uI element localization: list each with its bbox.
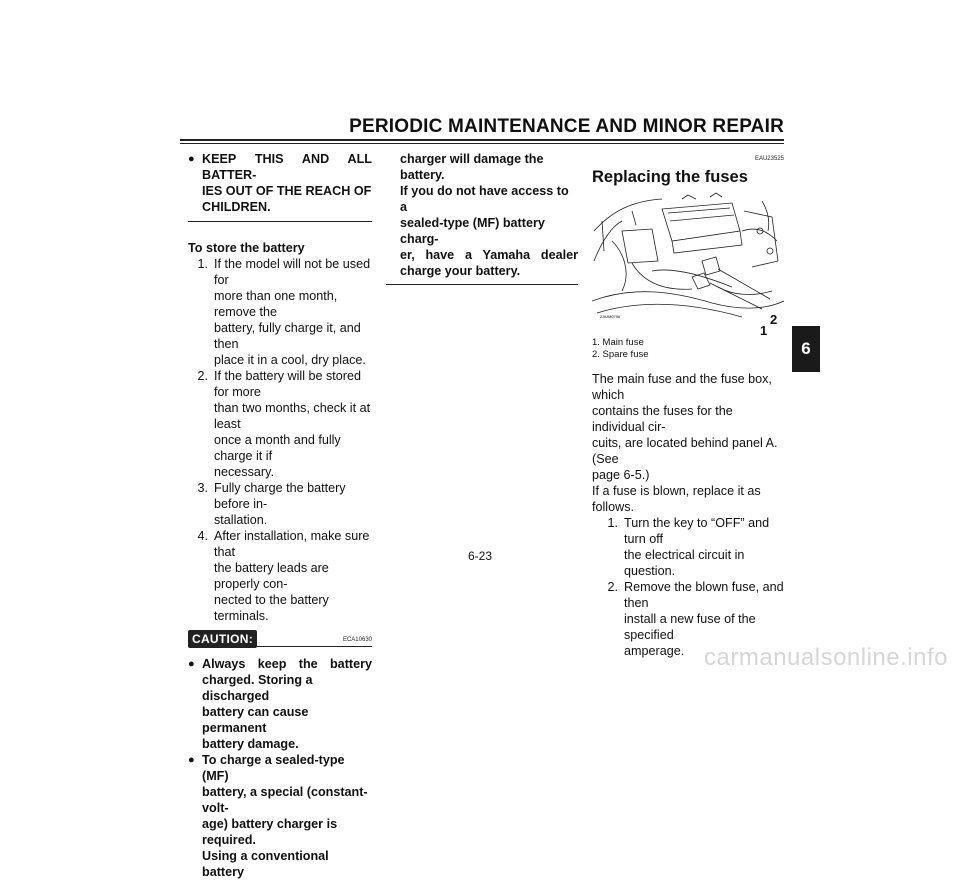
list-item: ● To charge a sealed-type (MF) battery, a special (constant-volt- age) battery charger is required. Using a conventional battery: [188, 753, 368, 879]
section-code: EAU23525: [754, 156, 784, 162]
callout-2: 2: [770, 312, 778, 327]
caution-bullets: [188, 656, 372, 880]
caution-continued: charger will damage the battery. If you do not have access to a sealed-type (MF) battery charg- er, have a Yamaha dealer charge your battery.: [400, 152, 578, 278]
column-left: [188, 151, 372, 880]
bullet-icon: ●: [188, 754, 195, 766]
figure-code: ZAUM0796: [600, 314, 621, 319]
caution-label: CAUTION:: [188, 630, 257, 648]
bullet-icon: ●: [188, 153, 195, 165]
store-heading: To store the battery: [188, 241, 305, 255]
list-item: 1. Turn the key to “OFF” and turn off the electrical circuit in question.: [607, 516, 770, 578]
chapter-side-tab: 6: [792, 326, 820, 372]
figure-captions: [592, 337, 784, 361]
warning-rule: [188, 221, 372, 222]
fuse-box-illustration: [592, 191, 784, 331]
caption-main-fuse: 1. Main fuse: [592, 337, 644, 348]
column-right: [592, 151, 784, 659]
list-item: 4. After installation, make sure that the battery leads are properly con- nected to the battery terminals.: [197, 529, 370, 623]
fuse-figure: [592, 191, 784, 338]
fuse-paragraph: The main fuse and the fuse box, which contains the fuses for the individual cir- cuits, are located behind panel A. (See page 6-5.) If a fuse is blown, replace it as follows.: [592, 372, 778, 514]
watermark: carmanualsonline.info: [704, 644, 948, 671]
caption-spare-fuse: 2. Spare fuse: [592, 349, 649, 360]
header-rule-thick: [180, 139, 784, 141]
caution-code: ECA10630: [342, 637, 372, 643]
list-item: 3. Fully charge the battery before in- stallation.: [197, 481, 346, 527]
bullet-icon: ●: [188, 658, 195, 670]
caution-header: [188, 630, 372, 652]
caution-end-rule: [386, 284, 578, 285]
warning-bullet: [188, 151, 372, 215]
warning-text: KEEP THIS AND ALL BATTER- IES OUT OF THE REACH OF CHILDREN.: [202, 152, 372, 214]
page-number: 6-23: [467, 549, 493, 563]
section-title: Replacing the fuses: [592, 168, 748, 186]
fuse-steps: [592, 515, 784, 659]
list-item: 2. Remove the blown fuse, and then install a new fuse of the specified amperage.: [607, 580, 784, 658]
column-middle: [386, 151, 578, 285]
list-item: ● Always keep the battery charged. Storing a discharged battery can cause permanent battery damage.: [188, 657, 372, 751]
callout-1: 1: [760, 323, 768, 338]
header-rule-thin: [180, 143, 784, 144]
store-steps: [188, 256, 372, 624]
page-header-title: PERIODIC MAINTENANCE AND MINOR REPAIR: [349, 116, 784, 137]
list-item: 2. If the battery will be stored for more than two months, check it at least once a month and fully charge it if necessary.: [197, 369, 371, 479]
list-item: 1. If the model will not be used for more than one month, remove the battery, fully charge it, and then place it in a cool, dry place.: [197, 257, 371, 367]
